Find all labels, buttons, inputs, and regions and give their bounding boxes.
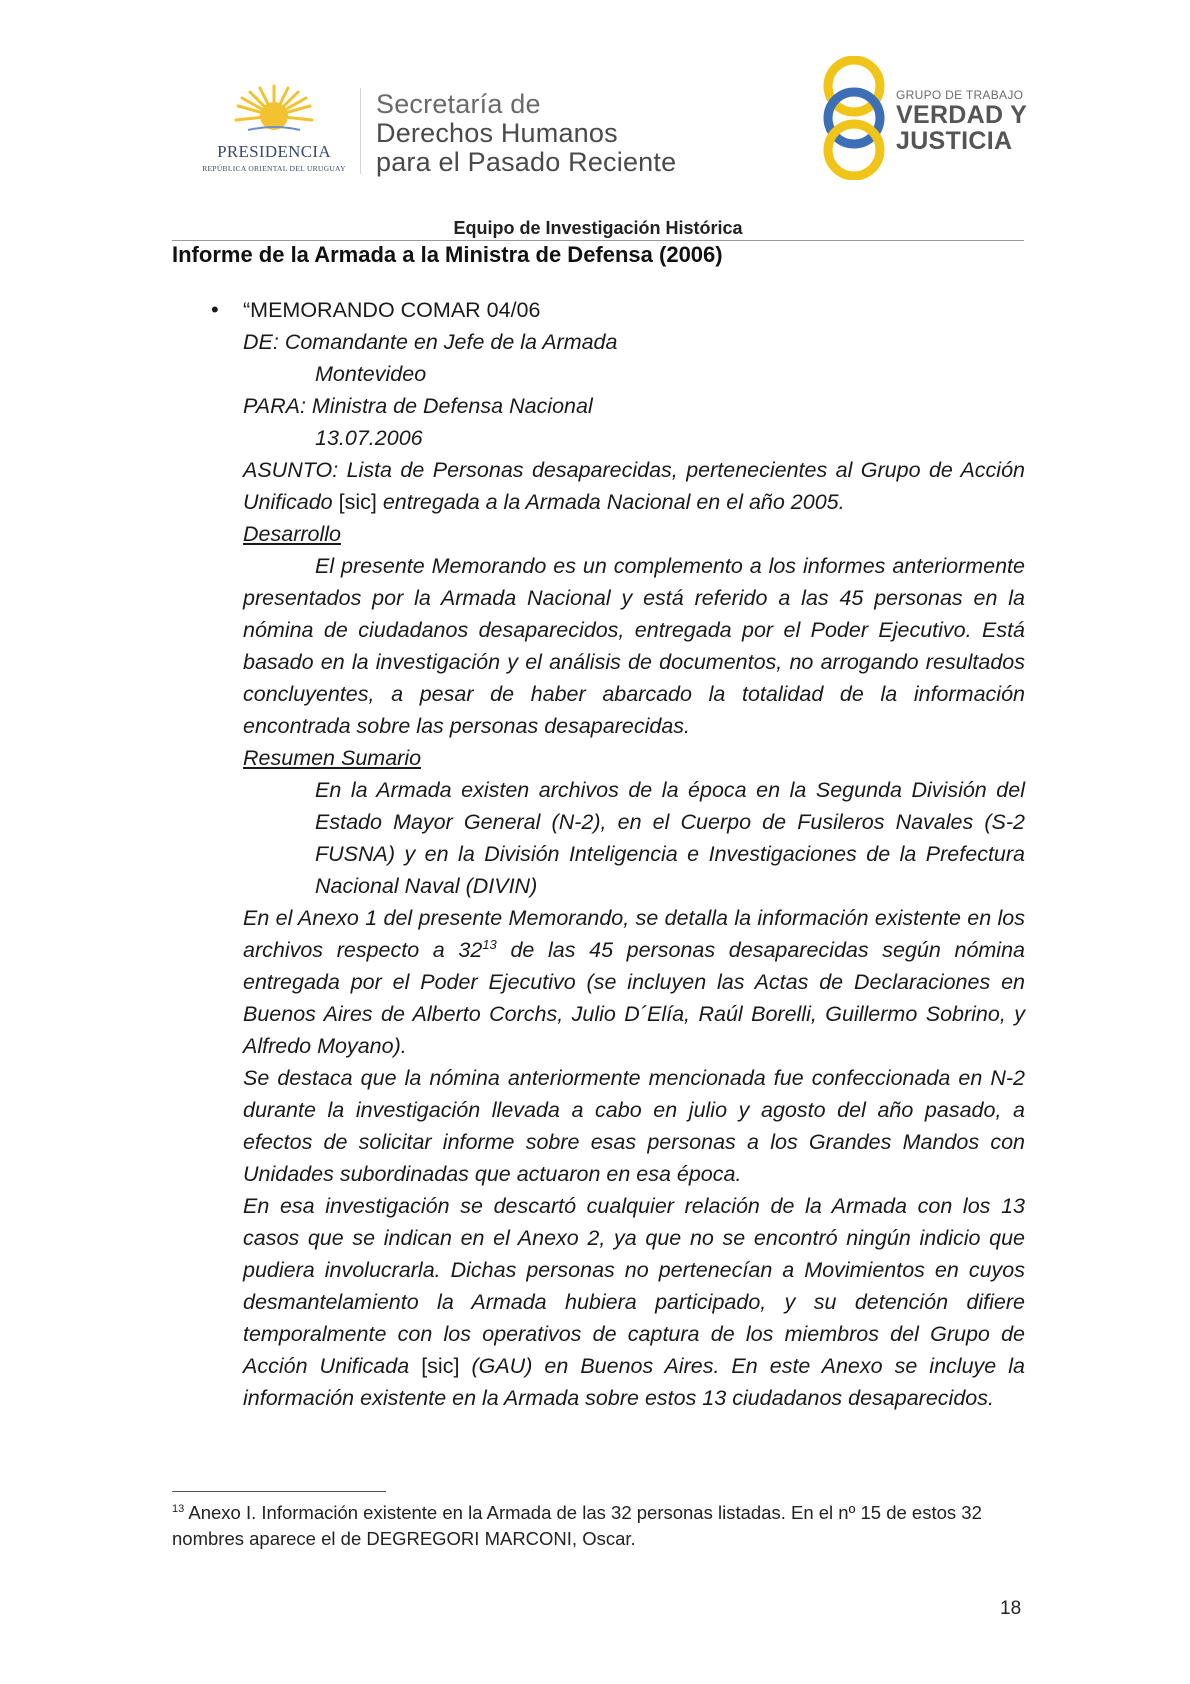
footnote-ref: 13 — [482, 936, 497, 952]
grupo-trabajo-line-2: JUSTICIA — [896, 127, 1013, 155]
sic-note-2: [sic] — [421, 1354, 460, 1378]
sun-icon — [232, 84, 316, 144]
memo-date: 13.07.2006 — [315, 426, 423, 450]
secretaria-title — [376, 90, 676, 177]
footnote-text: Anexo I. Información existente en la Armada de las 32 personas listadas. En el nº 15 de estos 32 nombres aparece el de DEGREGORI MARCONI, Oscar. — [172, 1502, 982, 1549]
grupo-trabajo-line-1: VERDAD Y — [896, 101, 1028, 129]
presidencia-logo — [196, 84, 352, 176]
memo-heading: “MEMORANDO COMAR 04/06 — [243, 298, 541, 322]
anexo1-text-b: de las 45 personas desaparecidas según nómina entregada por el Poder Ejecutivo (se incluyen las Actas de Declaraciones en Buenos Aires de Alberto Corchs, Julio D´Elía, Raúl Borelli, Guillermo Sobrino, y Alfredo Moyano). — [243, 938, 1026, 1058]
resumen-paragraph: En la Armada existen archivos de la época en la Segunda División del Estado Mayor General (N-2), en el Cuerpo de Fusileros Navales (S-2 FUSNA) y en la División Inteligencia e Investigaciones de la Prefectura Nacional Naval (DIVIN) — [315, 778, 1025, 898]
grupo-trabajo-text — [896, 88, 1027, 154]
nomina-paragraph: Se destaca que la nómina anteriormente mencionada fue confeccionada en N-2 durante la investigación llevada a cabo en julio y agosto del año pasado, a efectos de solicitar informe sobre esas personas a los Grandes Mandos con Unidades subordinadas que actuaron en esa época. — [243, 1066, 1025, 1186]
sic-note: [sic] — [338, 490, 377, 514]
presidencia-wordmark: PRESIDENCIA — [217, 142, 331, 161]
page-number: 18 — [1000, 1598, 1022, 1619]
desarrollo-paragraph: El presente Memorando es un complemento a los informes anteriormente presentados por la Armada Nacional y está referido a las 45 personas en la nómina de ciudadanos desaparecidos, entregada por el Poder Ejecutivo. Está basado en la investigación y el análisis de documentos, no arrogando resultados concluyentes, a pesar de haber abarcado la totalidad de la información encontrada sobre las personas desaparecidas. — [243, 554, 1025, 738]
investigacion-text-a: En esa investigación se descartó cualquier relación de la Armada con los 13 casos que se indican en el Anexo 2, ya que no se encontró ningún indicio que pudiera involucrarla. Dichas personas no pertenecían a Movimientos en cuyos desmantelamiento la Armada hubiera participado, y su detención difiere temporalmente con los operativos de captura de los miembros del Grupo de Acción Unificada — [243, 1194, 1025, 1378]
footnote-rule — [172, 1491, 386, 1492]
investigacion-text-b: (GAU) en Buenos Aires. En este Anexo se incluye la información existente en la Armada sobre estos 13 ciudadanos desaparecidos. — [243, 1354, 1025, 1410]
section-resumen: Resumen Sumario — [243, 746, 422, 770]
memo-to: PARA: Ministra de Defensa Nacional — [243, 394, 593, 418]
memo-subject — [243, 454, 1025, 518]
footnote — [172, 1500, 1028, 1552]
memo-body — [211, 294, 1026, 1414]
presidencia-subtitle: REPÚBLICA ORIENTAL DEL URUGUAY — [202, 164, 346, 173]
anexo1-text-a: En el Anexo 1 del presente Memorando, se detalla la información existente en los archivos respecto a 32 — [243, 906, 1025, 962]
header-rule — [172, 240, 1024, 241]
anexo1-paragraph — [243, 902, 1025, 1062]
memo-place: Montevideo — [315, 362, 427, 386]
secretaria-line-1: Secretaría de — [376, 89, 541, 119]
footnote-number: 13 — [172, 1502, 185, 1515]
subject-text-b: entregada a la Armada Nacional en el año 2005. — [376, 490, 845, 514]
secretaria-line-2: Derechos Humanos — [376, 118, 618, 148]
bullet-icon: • — [211, 297, 219, 322]
investigacion-paragraph — [243, 1190, 1025, 1414]
secretaria-line-3: para el Pasado Reciente — [376, 147, 677, 177]
section-desarrollo: Desarrollo — [243, 522, 341, 546]
unit-header: Equipo de Investigación Histórica — [453, 218, 743, 238]
subject-text-a: ASUNTO: Lista de Personas desaparecidas, pertenecientes al Grupo de Acción Unificado — [243, 458, 1025, 514]
memo-from: DE: Comandante en Jefe de la Armada — [243, 330, 618, 354]
logo-divider — [360, 88, 361, 174]
grupo-trabajo-small: GRUPO DE TRABAJO — [896, 88, 1024, 102]
document-title: Informe de la Armada a la Ministra de Defensa (2006) — [172, 242, 723, 267]
